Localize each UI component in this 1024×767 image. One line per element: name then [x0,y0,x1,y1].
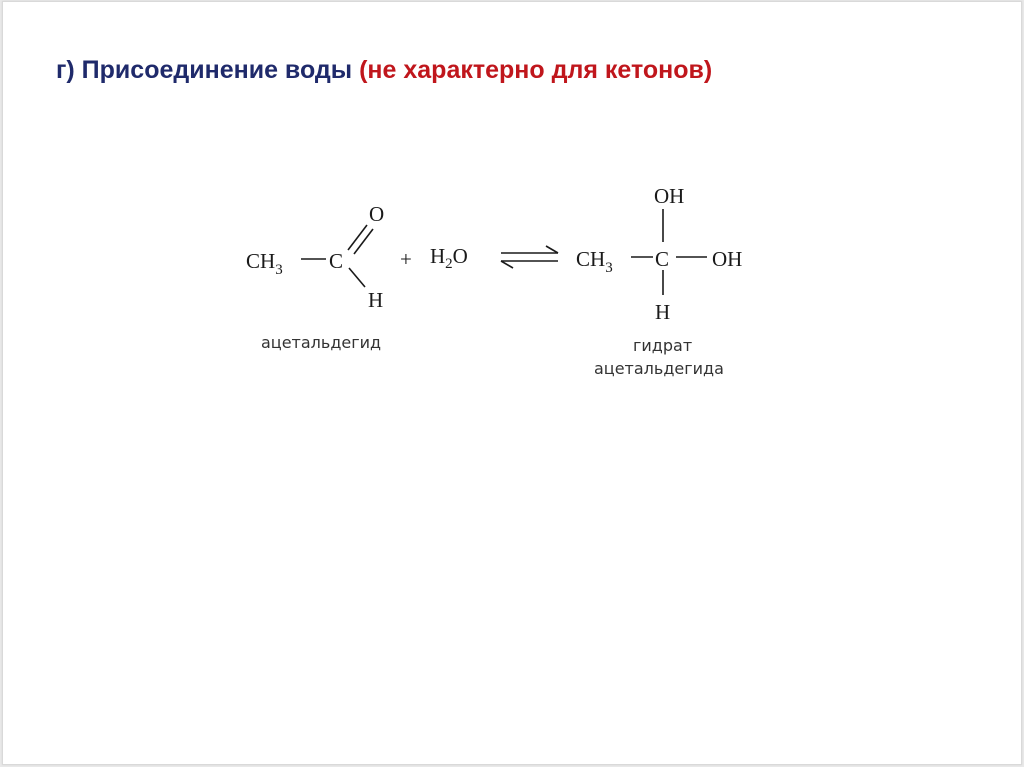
water-o: O [452,244,468,268]
product-hydrate [576,184,742,378]
reactant-double-bond-line-1 [348,225,367,250]
product-oh-top: OH [654,184,685,208]
product-ch3-subscript: 3 [605,260,613,276]
reactant-carbon: C [329,249,344,273]
title-note: (не характерно для кетонов) [359,56,713,84]
reactant-ch3-text: CH [246,249,276,273]
reaction-scheme [3,2,1021,764]
water-h: H [430,244,446,268]
plus-sign: + [400,247,412,271]
reactant-double-bond-line-2 [354,229,373,254]
product-hydrogen: H [655,300,671,324]
product-caption-line-2: ацетальдегида [594,359,724,378]
reverse-arrow-head [501,261,513,268]
product-ch3-text: CH [576,247,606,271]
reactant-ch3-subscript: 3 [275,262,283,278]
slide [2,1,1022,765]
product-ch3-group [576,247,613,276]
reactant-hydrogen: H [368,288,384,312]
reactant-oxygen: O [369,202,385,226]
product-carbon: C [655,247,670,271]
title-main: г) Присоединение воды [56,56,353,84]
reactant-acetaldehyde [246,202,384,352]
product-oh-right: OH [712,247,743,271]
reactant-bond-c-h [349,268,365,287]
equilibrium-arrow [501,246,558,268]
forward-arrow-head [546,246,558,253]
water-formula [430,244,468,272]
reactant-ch3-group [246,249,283,278]
reactant-caption: ацетальдегид [261,333,382,352]
water-subscript: 2 [445,256,453,272]
product-caption-line-1: гидрат [633,336,693,355]
